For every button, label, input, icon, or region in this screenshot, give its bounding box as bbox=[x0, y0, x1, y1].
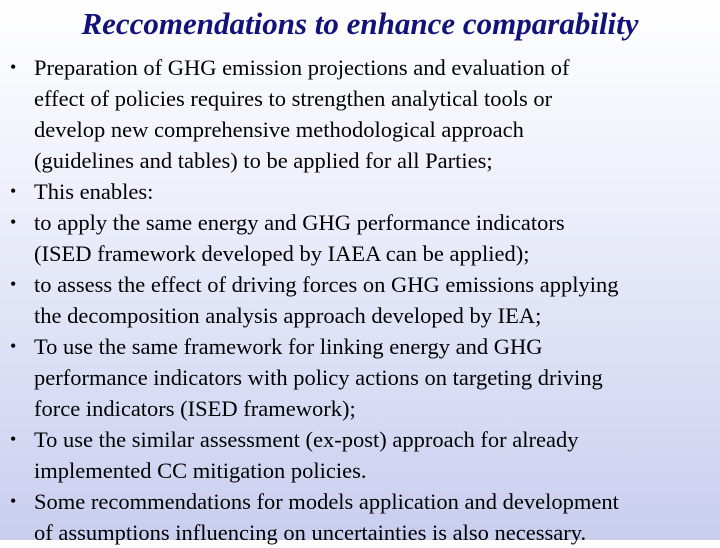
bullet-item bbox=[0, 176, 720, 207]
bullet-line: This enables: bbox=[34, 179, 154, 204]
bullet-dot-icon: • bbox=[10, 274, 17, 294]
bullet-line: (ISED framework developed by IAEA can be applied); bbox=[34, 241, 530, 266]
bullet-line: To use the same framework for linking energy and GHG bbox=[34, 334, 543, 359]
bullet-line: force indicators (ISED framework); bbox=[34, 396, 356, 421]
bullet-line: Some recommendations for models application and development bbox=[34, 489, 619, 514]
bullet-item bbox=[0, 207, 720, 269]
bullet-list bbox=[0, 52, 720, 548]
bullet-line: effect of policies requires to strengthen analytical tools or bbox=[34, 86, 553, 111]
bullet-dot-icon: • bbox=[10, 491, 17, 511]
bullet-item bbox=[0, 52, 720, 176]
bullet-dot-icon: • bbox=[10, 429, 17, 449]
bullet-line: of assumptions influencing on uncertainties is also necessary. bbox=[34, 520, 587, 545]
bullet-line: to apply the same energy and GHG performance indicators bbox=[34, 210, 565, 235]
bullet-dot-icon: • bbox=[10, 181, 17, 201]
bullet-line: To use the similar assessment (ex-post) approach for already bbox=[34, 427, 579, 452]
bullet-dot-icon: • bbox=[10, 212, 17, 232]
bullet-item bbox=[0, 269, 720, 331]
bullet-line: implemented CC mitigation policies. bbox=[34, 458, 367, 483]
bullet-item bbox=[0, 424, 720, 486]
bullet-item bbox=[0, 331, 720, 424]
bullet-dot-icon: • bbox=[10, 336, 17, 356]
slide-title: Reccomendations to enhance comparability bbox=[81, 6, 639, 41]
bullet-line: performance indicators with policy actions on targeting driving bbox=[34, 365, 603, 390]
bullet-item bbox=[0, 486, 720, 548]
bullet-line: to assess the effect of driving forces on GHG emissions applying bbox=[34, 272, 619, 297]
bullet-line: develop new comprehensive methodological approach bbox=[34, 117, 524, 142]
bullet-dot-icon: • bbox=[10, 57, 17, 77]
bullet-line: the decomposition analysis approach developed by IEA; bbox=[34, 303, 542, 328]
bullet-line: Preparation of GHG emission projections and evaluation of bbox=[34, 55, 570, 80]
bullet-line: (guidelines and tables) to be applied for all Parties; bbox=[34, 148, 493, 173]
